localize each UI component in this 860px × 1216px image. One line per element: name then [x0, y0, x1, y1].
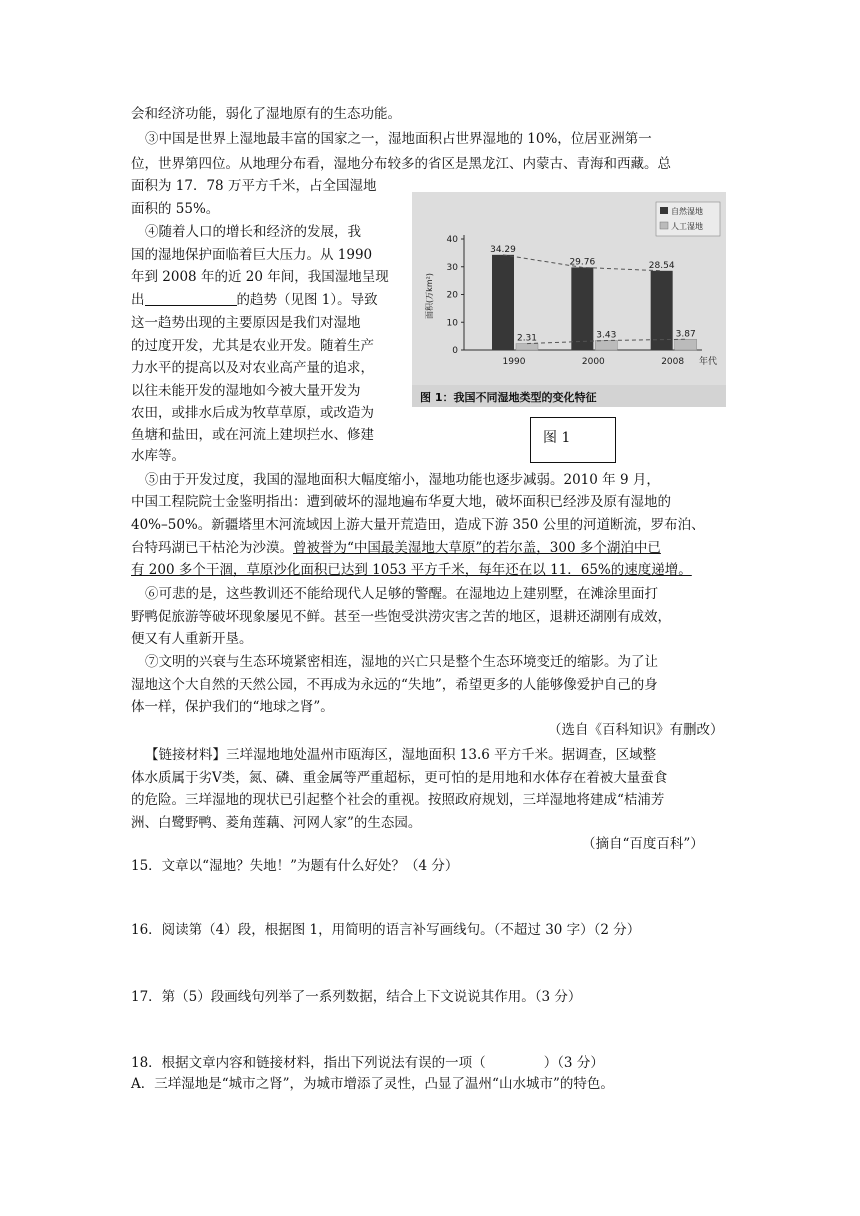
paragraph-5-line-2: 中国工程院院士金鉴明指出：遭到破坏的湿地遍布华夏大地，破坏面积已经涉及原有湿地的 [131, 494, 671, 510]
paragraph-7-line-1: ⑦文明的兴衰与生态环境紧密相连，湿地的兴亡只是整个生态环境变迁的缩影。为了让 [145, 654, 658, 670]
x-tick-label: 2008 [661, 357, 685, 367]
paragraph-continuation: 会和经济功能，弱化了湿地原有的生态功能。 [131, 106, 401, 122]
bar-natural-wetland [571, 267, 593, 350]
link-material-line-1: 【链接材料】三垟湿地地处温州市瓯海区，湿地面积 13.6 平方千米。据调查，区域整 [145, 747, 657, 763]
paragraph-4-line-8: 以往未能开发的湿地如今被大量开发为 [131, 383, 361, 399]
y-tick-label: 30 [446, 262, 458, 273]
paragraph-4-line-7: 力水平的提高以及对农业高产量的追求， [131, 360, 374, 376]
paragraph-3-line-3: 面积为 17．78 万平方千米，占全国湿地 [131, 178, 377, 194]
link-material-line-2: 体水质属于劣Ⅴ类，氮、磷、重金属等严重超标，更可怕的是用地和水体存在着被大量蚕食 [131, 770, 668, 786]
paragraph-4-line-4-start: 出 [131, 292, 145, 308]
paragraph-5-line-3: 40%–50%。新疆塔里木河流域因上游大量开荒造田，造成下游 350 公里的河道断流，罗布泊、 [131, 517, 705, 533]
paragraph-4-line-11: 水库等。 [131, 448, 185, 464]
paragraph-3-line-1: ③中国是世界上湿地最丰富的国家之一，湿地面积占世界湿地的 10%，位居亚洲第一 [145, 131, 652, 147]
question-16: 16．阅读第（4）段，根据图 1，用简明的语言补写画线句。（不超过 30 字）（2 分） [131, 922, 641, 938]
legend-swatch-natural [660, 207, 668, 214]
link-material-source: （摘自“百度百科”） [582, 836, 704, 852]
paragraph-4-line-4 [131, 290, 378, 310]
paragraph-6-line-3: 便又有人重新开垦。 [131, 631, 253, 647]
bar-artificial-wetland [516, 344, 538, 350]
paragraph-4-line-2: 国的湿地保护面临着巨大压力。从 1990 [131, 247, 373, 263]
bar-natural-wetland [492, 255, 514, 350]
link-material-line-4: 洲、白鹭野鸭、菱角莲藕、河网人家”的生态园。 [131, 815, 422, 831]
paragraph-7-line-2: 湿地这个大自然的天然公园，不再成为永远的“失地”，希望更多的人能够像爱护自己的身 [131, 677, 658, 693]
y-tick-label: 0 [452, 346, 458, 356]
article-source: （选自《百科知识》有删改） [548, 722, 724, 738]
figure-caption: 图 1：我国不同湿地类型的变化特征 [420, 391, 597, 404]
paragraph-6-line-1: ⑥可悲的是，这些教训还不能给现代人足够的警醒。在湿地边上建别墅，在滩涂里面打 [145, 586, 658, 602]
question-17: 17．第（5）段画线句列举了一系列数据，结合上下文说说其作用。（3 分） [131, 989, 582, 1005]
figure-label-box: 图 1 [530, 417, 616, 463]
paragraph-4-line-5: 这一趋势出现的主要原因是我们对湿地 [131, 315, 361, 331]
data-label-natural: 29.76 [569, 257, 596, 268]
paragraph-4-line-4-end: 的趋势（见图 1）。导致 [236, 292, 378, 308]
question-18-option-a: A．三垟湿地是“城市之肾”，为城市增添了灵性，凸显了温州“山水城市”的特色。 [131, 1076, 614, 1092]
paragraph-4-line-3: 年到 2008 年的近 20 年间，我国湿地呈现 [131, 269, 389, 285]
x-axis-label: 年代 [698, 357, 718, 367]
question-18 [131, 1053, 604, 1073]
underlined-sentence-part-1: 曾被誉为“中国最美湿地大草原”的若尔盖，300 多个湖泊中已 [293, 540, 661, 556]
bar-chart-svg [412, 192, 726, 407]
bar-artificial-wetland [675, 339, 697, 350]
data-label-natural: 34.29 [490, 244, 516, 255]
paragraph-3-line-4: 面积的 55%。 [131, 201, 220, 217]
legend-swatch-artificial [660, 222, 668, 229]
underlined-sentence-part-2: 有 200 多个干涸，草原沙化面积已达到 1053 平方千米，每年还在以 11．65%的速度递增。 [131, 562, 692, 578]
data-label-artificial: 3.87 [675, 329, 696, 340]
question-18-points: ）（3 分） [543, 1055, 604, 1071]
bar-natural-wetland [651, 271, 673, 350]
question-15: 15．文章以“湿地？失地！”为题有什么好处？（4 分） [131, 858, 459, 874]
y-tick-label: 10 [446, 318, 458, 329]
link-material-line-3: 的危险。三垟湿地的现状已引起整个社会的重视。按照政府规划，三垟湿地将建成“桔浦芳 [131, 792, 665, 808]
x-tick-label: 2000 [581, 357, 605, 367]
y-tick-label: 20 [446, 290, 458, 301]
paragraph-5-line-4 [131, 538, 661, 558]
y-tick-label: 40 [446, 235, 458, 245]
paragraph-3-line-2: 位，世界第四位。从地理分布看，湿地分布较多的省区是黑龙江、内蒙古、青海和西藏。总 [131, 156, 671, 172]
figure-1-chart [412, 192, 726, 407]
data-label-artificial: 3.43 [596, 330, 617, 341]
legend-label-artificial: 人工湿地 [671, 222, 703, 231]
y-axis-label: 面积(万km²) [425, 273, 434, 319]
question-18-text: 18．根据文章内容和链接材料，指出下列说法有误的一项（ [131, 1055, 486, 1071]
paragraph-4-line-10: 鱼塘和盐田，或在河流上建坝拦水、修建 [131, 427, 374, 443]
fill-in-blank [145, 291, 237, 306]
paragraph-7-line-3: 体一样，保护我们的“地球之肾”。 [131, 699, 334, 715]
legend-label-natural: 自然湿地 [671, 207, 703, 216]
paragraph-5-line-4-start: 台特玛湖已干枯沦为沙漠。 [131, 540, 293, 556]
data-label-artificial: 2.31 [516, 333, 538, 344]
paragraph-4-line-6: 的过度开发，尤其是农业开发。随着生产 [131, 338, 374, 354]
data-label-natural: 28.54 [648, 260, 675, 271]
paragraph-6-line-2: 野鸭促旅游等破坏现象屡见不鲜。甚至一些饱受洪涝灾害之苦的地区，退耕还湖刚有成效， [131, 609, 671, 625]
paragraph-5-line-1: ⑤由于开发过度，我国的湿地面积大幅度缩小，湿地功能也逐步减弱。2010 年 9 月， [145, 472, 660, 488]
paragraph-4-line-1: ④随着人口的增长和经济的发展，我 [145, 224, 361, 240]
x-tick-label: 1990 [502, 357, 526, 367]
paragraph-4-line-9: 农田，或排水后成为牧草草原，或改造为 [131, 405, 374, 421]
bar-artificial-wetland [595, 340, 617, 350]
